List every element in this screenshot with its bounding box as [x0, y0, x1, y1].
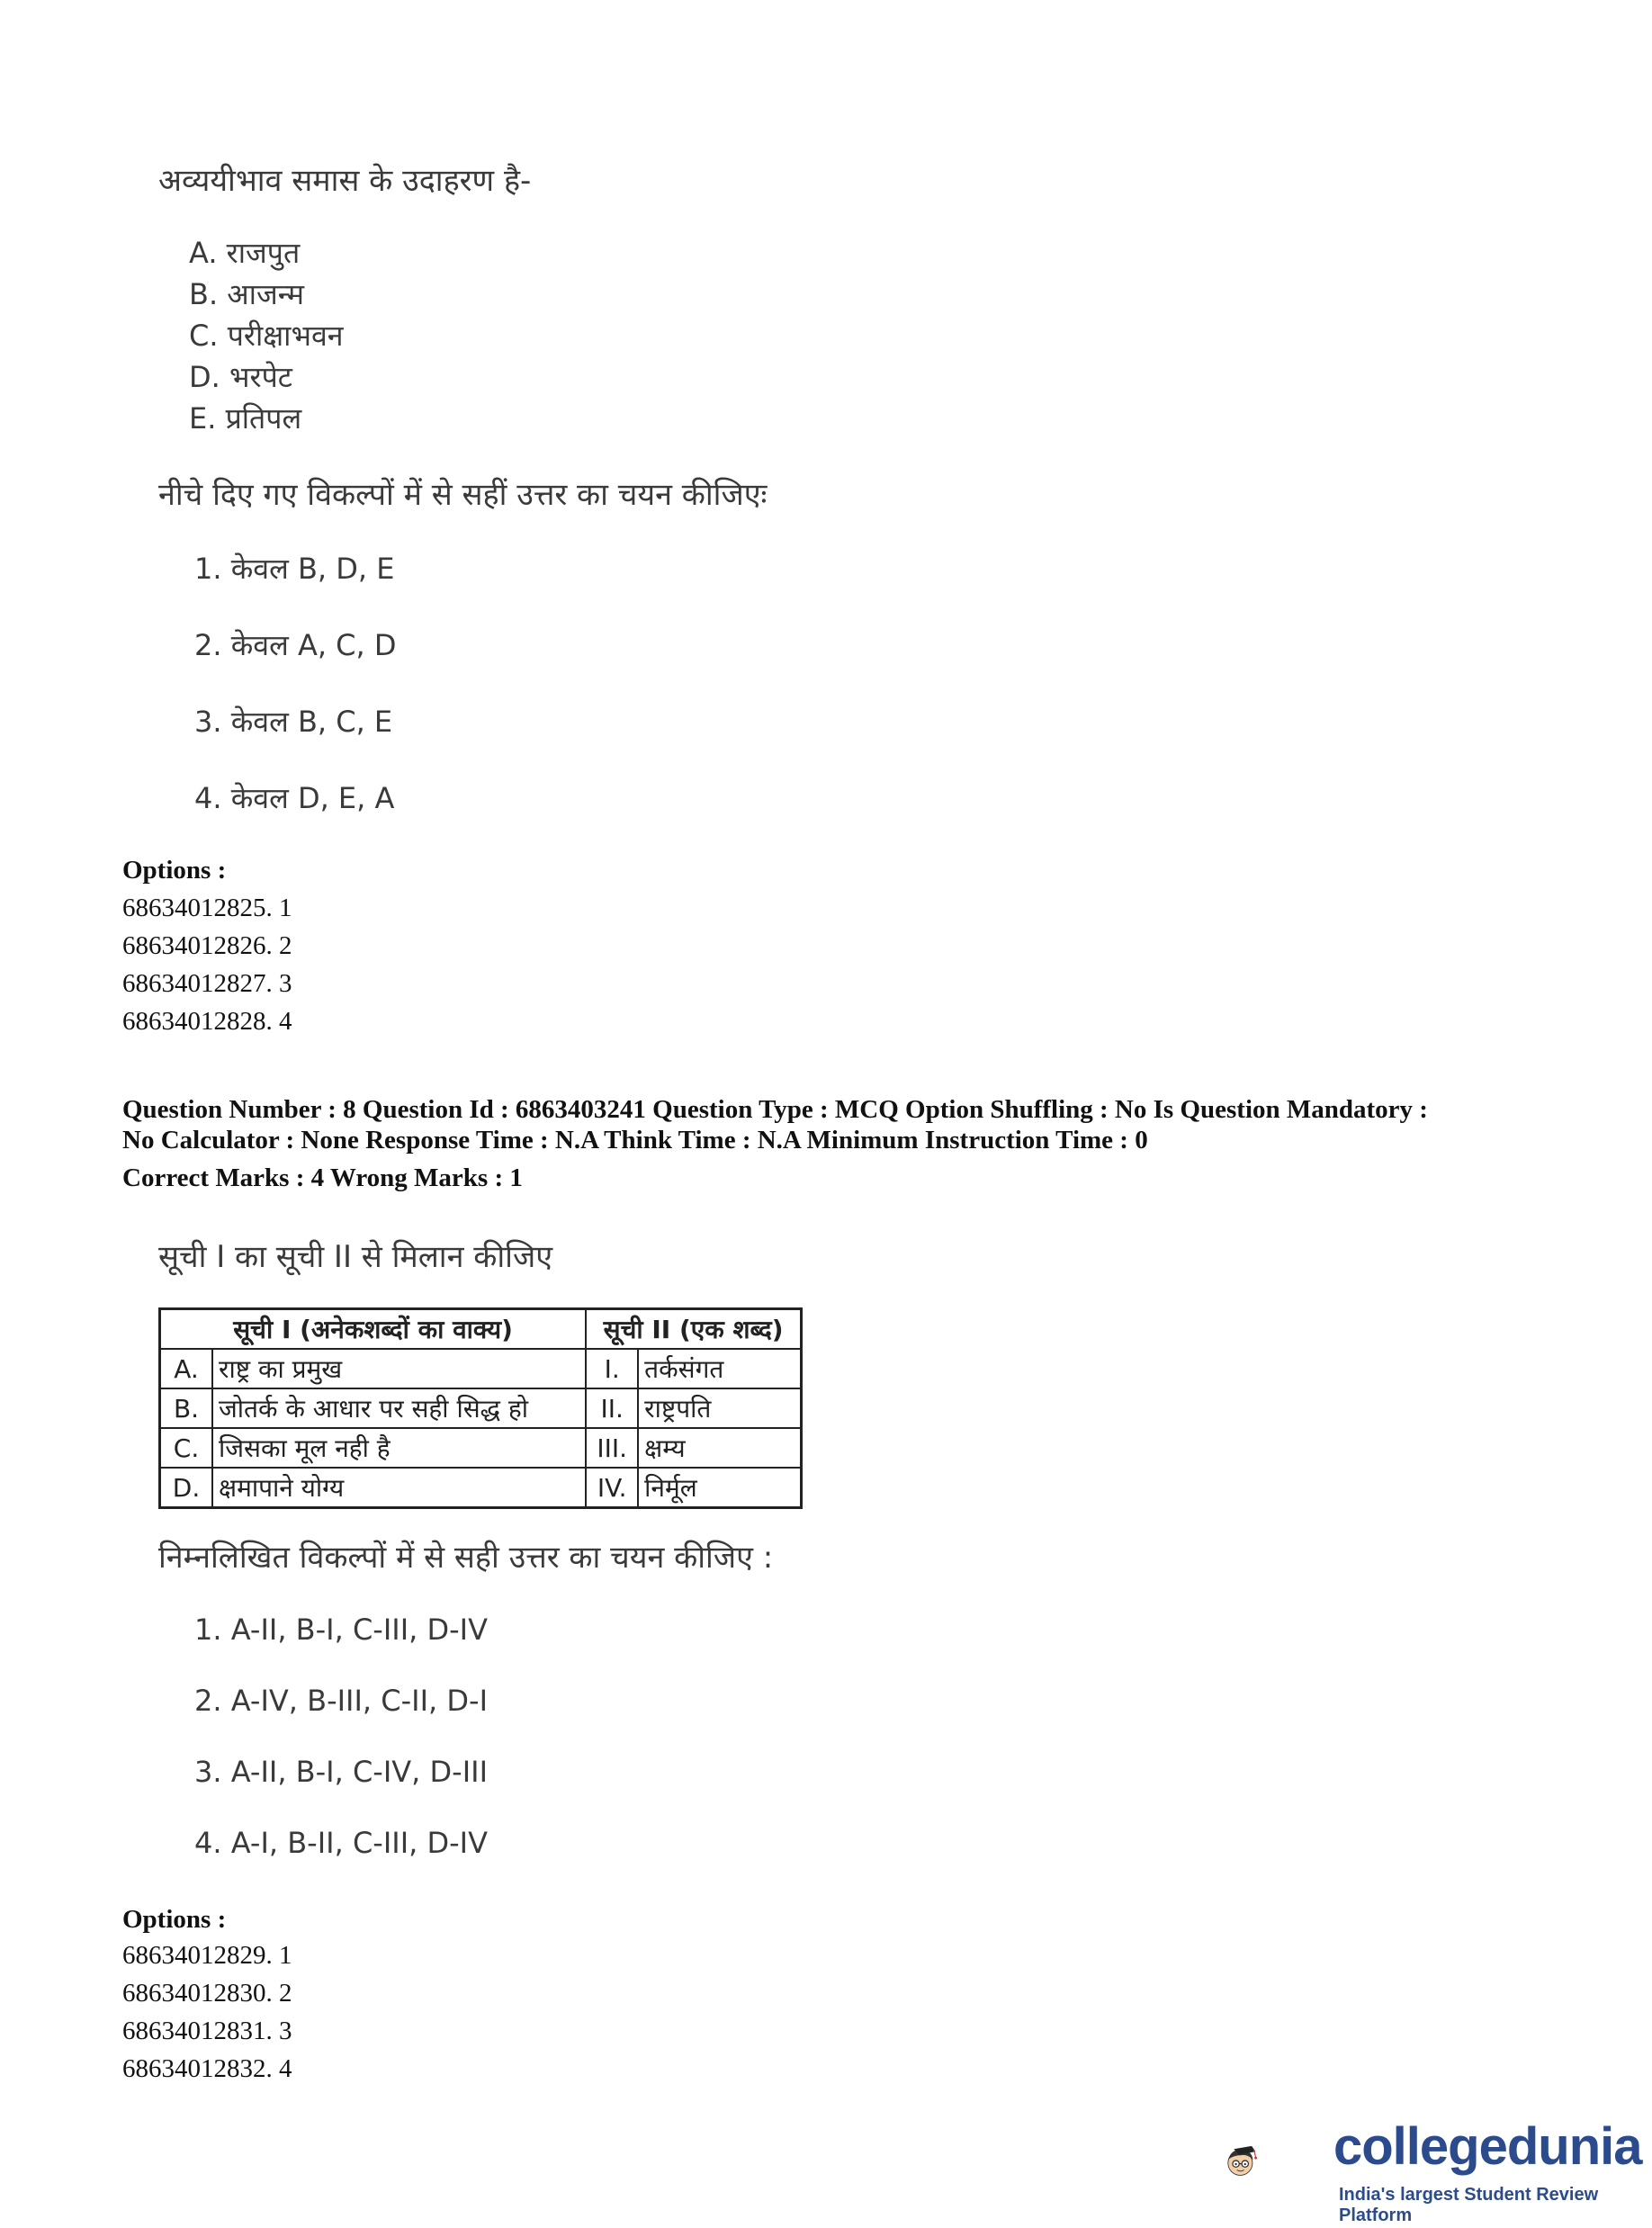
row-roman: III.	[586, 1428, 638, 1468]
row-left: जिसका मूल नही है	[212, 1428, 586, 1468]
option-item: 68634012828. 4	[122, 1007, 292, 1036]
list-item: C. परीक्षाभवन	[189, 319, 344, 353]
q7-options-label: Options :	[122, 856, 227, 885]
q8-choice-4: 4. A-I, B-II, C-III, D-IV	[194, 1826, 488, 1860]
option-item: 68634012832. 4	[122, 2054, 292, 2083]
table-row	[160, 1349, 802, 1388]
q7-choice-3: 3. केवल B, C, E	[194, 705, 393, 739]
q8-meta-line-1: Question Number : 8 Question Id : 6863403241 Question Type : MCQ Option Shuffling : No Is Question Mandatory :	[122, 1095, 1428, 1124]
brand-tagline: India's largest Student Review Platform	[1339, 2185, 1599, 2225]
table-header-row	[160, 1309, 802, 1350]
q7-choice-4: 4. केवल D, E, A	[194, 781, 395, 815]
table-header-list-2: सूची II (एक शब्द)	[586, 1309, 801, 1350]
table-row	[160, 1468, 802, 1508]
q8-choice-1: 1. A-II, B-I, C-III, D-IV	[194, 1613, 488, 1647]
row-roman: IV.	[586, 1468, 638, 1508]
row-right: निर्मूल	[638, 1468, 801, 1508]
table-row	[160, 1428, 802, 1468]
option-item: 68634012829. 1	[122, 1941, 292, 1970]
table-row	[160, 1388, 802, 1428]
q7-question-text: अव्ययीभाव समास के उदाहरण है-	[158, 163, 532, 199]
row-roman: I.	[586, 1349, 638, 1388]
q8-marks: Correct Marks : 4 Wrong Marks : 1	[122, 1163, 523, 1192]
row-key: B.	[160, 1388, 213, 1428]
row-key: C.	[160, 1428, 213, 1468]
q8-choice-2: 2. A-IV, B-III, C-II, D-I	[194, 1684, 488, 1718]
table-header-list-1: सूची I (अनेकशब्दों का वाक्य)	[160, 1309, 587, 1350]
row-key: D.	[160, 1468, 213, 1508]
q7-items-list	[189, 232, 344, 439]
q8-meta-line-2: No Calculator : None Response Time : N.A Think Time : N.A Minimum Instruction Time : 0	[122, 1126, 1148, 1154]
row-right: राष्ट्रपति	[638, 1388, 801, 1428]
q8-question-text: सूची I का सूची II से मिलान कीजिए	[158, 1239, 553, 1275]
list-item: E. प्रतिपल	[189, 401, 302, 436]
collegedunia-mascot-icon	[1224, 2102, 1341, 2219]
row-right: क्षम्य	[638, 1428, 801, 1468]
option-item: 68634012830. 2	[122, 1979, 292, 2008]
q8-options-label: Options :	[122, 1905, 227, 1934]
option-item: 68634012825. 1	[122, 894, 292, 922]
row-left: राष्ट्र का प्रमुख	[212, 1349, 586, 1388]
row-right: तर्कसंगत	[638, 1349, 801, 1388]
list-item: B. आजन्म	[189, 277, 305, 311]
option-item: 68634012831. 3	[122, 2017, 292, 2045]
q8-choice-3: 3. A-II, B-I, C-IV, D-III	[194, 1755, 488, 1789]
q7-choice-1: 1. केवल B, D, E	[194, 552, 395, 586]
list-item: A. राजपुत	[189, 236, 301, 270]
brand-logo: collegedunia	[1333, 2117, 1642, 2176]
row-left: क्षमापाने योग्य	[212, 1468, 586, 1508]
list-item: D. भरपेट	[189, 360, 292, 394]
option-item: 68634012827. 3	[122, 969, 292, 998]
q7-instruction: नीचे दिए गए विकल्पों में से सहीं उत्तर का चयन कीजिएः	[158, 477, 768, 513]
q8-options-list	[122, 1936, 292, 2088]
q7-options-list	[122, 889, 292, 1040]
row-roman: II.	[586, 1388, 638, 1428]
option-item: 68634012826. 2	[122, 931, 292, 960]
row-left: जोतर्क के आधार पर सही सिद्ध हो	[212, 1388, 586, 1428]
match-table	[158, 1307, 803, 1509]
row-key: A.	[160, 1349, 213, 1388]
q7-choice-2: 2. केवल A, C, D	[194, 628, 397, 662]
q8-instruction: निम्नलिखित विकल्पों में से सही उत्तर का चयन कीजिए :	[158, 1540, 774, 1576]
